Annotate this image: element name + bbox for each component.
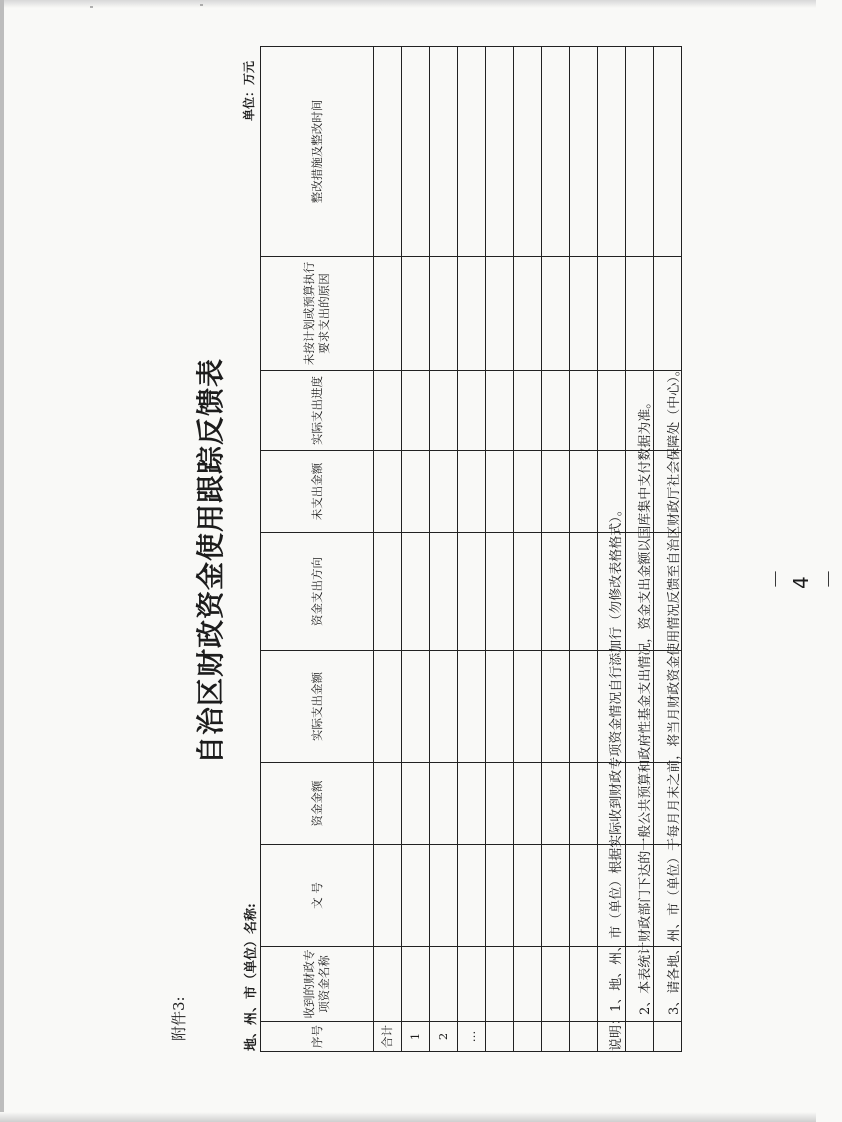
table-cell (514, 763, 542, 845)
table-cell (514, 533, 542, 651)
note-line-1: 说明：1、地、州、市（单位）根据实际收到财政专项资金情况自行添加行（勿修改表格格式）。 (609, 503, 624, 1051)
table-cell (570, 947, 598, 1022)
table-cell (514, 845, 542, 947)
note-line-3: 3、请各地、州、市（单位）于每月月末之前，将当月财政资金使用情况反馈至自治区财政厅社会保障处（中心）。 (667, 363, 682, 1015)
region-name-label: 地、州、市（单位）名称: (244, 903, 259, 1051)
table-cell (374, 947, 402, 1022)
table-cell (514, 947, 542, 1022)
table-cell (374, 47, 402, 257)
table-cell (514, 47, 542, 257)
scan-dust (200, 4, 203, 6)
unit-label: 单位：万元 (242, 61, 256, 122)
table-cell (402, 845, 430, 947)
table-cell (430, 371, 458, 451)
table-cell (626, 47, 654, 257)
table-cell (430, 533, 458, 651)
table-cell (430, 947, 458, 1022)
table-cell (458, 371, 486, 451)
table-cell (570, 47, 598, 257)
table-cell (570, 845, 598, 947)
table-cell (542, 533, 570, 651)
table-row (570, 47, 598, 1052)
table-cell (486, 371, 514, 451)
table-cell (430, 651, 458, 763)
table-cell (458, 257, 486, 371)
row-seq-cell: 合计 (374, 1022, 402, 1052)
table-cell (430, 763, 458, 845)
table-row (402, 47, 430, 1052)
table-cell (374, 371, 402, 451)
table-row (542, 47, 570, 1052)
table-cell (570, 257, 598, 371)
header-doc-number: 文 号 (261, 845, 374, 947)
table-cell (402, 451, 430, 533)
table-cell (486, 845, 514, 947)
table-cell (486, 763, 514, 845)
table-cell (570, 651, 598, 763)
table-cell (542, 947, 570, 1022)
table-cell (374, 533, 402, 651)
table-cell (430, 451, 458, 533)
table-cell (486, 533, 514, 651)
table-row (430, 47, 458, 1052)
table-cell (458, 451, 486, 533)
table-cell (402, 763, 430, 845)
table-cell (374, 763, 402, 845)
row-seq-cell (514, 1022, 542, 1052)
table-cell (654, 47, 682, 257)
table-cell (542, 371, 570, 451)
table-cell (458, 47, 486, 257)
table-cell (486, 651, 514, 763)
table-cell (514, 451, 542, 533)
page-number: － 4 － (764, 563, 841, 589)
table-cell (542, 763, 570, 845)
row-seq-cell: 2 (430, 1022, 458, 1052)
header-unspent: 未支出金额 (261, 451, 374, 533)
table-cell (654, 257, 682, 371)
table-cell (486, 451, 514, 533)
table-cell (458, 763, 486, 845)
table-cell (570, 763, 598, 845)
table-cell (626, 257, 654, 371)
table-cell (486, 257, 514, 371)
table-cell (570, 371, 598, 451)
scan-edge-bottom (0, 1112, 816, 1122)
scan-edge-top (0, 0, 816, 8)
table-cell (542, 47, 570, 257)
header-fund-amount: 资金金额 (261, 763, 374, 845)
table-cell (402, 533, 430, 651)
table-row (458, 47, 486, 1052)
table-cell (486, 47, 514, 257)
table-cell (542, 257, 570, 371)
table-cell (598, 257, 626, 371)
table-cell (374, 845, 402, 947)
header-fund-name: 收到的财政专项资金名称 (261, 947, 374, 1022)
table-cell (374, 257, 402, 371)
table-cell (430, 47, 458, 257)
table-cell (542, 845, 570, 947)
row-seq-cell: … (458, 1022, 486, 1052)
table-cell (514, 651, 542, 763)
table-cell (430, 257, 458, 371)
table-cell (486, 947, 514, 1022)
table-cell (402, 257, 430, 371)
table-cell (402, 651, 430, 763)
table-header-row (261, 47, 374, 1052)
header-seq: 序号 (261, 1022, 374, 1052)
attachment-label: 附件3: (170, 996, 188, 1041)
scan-dust (90, 6, 93, 8)
table-row (514, 47, 542, 1052)
row-seq-cell (486, 1022, 514, 1052)
table-row (486, 47, 514, 1052)
table-cell (402, 47, 430, 257)
table-cell (598, 47, 626, 257)
row-seq-cell (570, 1022, 598, 1052)
table-cell (458, 533, 486, 651)
notes (602, 363, 689, 1051)
scan-edge-left (0, 0, 4, 1122)
row-seq-cell: 1 (402, 1022, 430, 1052)
header-progress: 实际支出进度 (261, 371, 374, 451)
header-reason: 未按计划或预算执行要求支出的原因 (261, 257, 374, 371)
table-cell (458, 947, 486, 1022)
table-row (374, 47, 402, 1052)
note-line-2: 2、本表统计财政部门下达的一般公共预算和政府性基金支出情况，资金支出金额以国库集中支付数据为准。 (638, 395, 653, 1015)
table-cell (458, 651, 486, 763)
table-cell (374, 651, 402, 763)
document-title: 自治区财政资金使用跟踪反馈表 (194, 358, 227, 765)
landscape-page (148, 41, 682, 1081)
table-cell (514, 371, 542, 451)
table-cell (402, 371, 430, 451)
header-actual-spend: 实际支出金额 (261, 651, 374, 763)
header-spend-direction: 资金支出方向 (261, 533, 374, 651)
table-cell (458, 845, 486, 947)
table-cell (570, 451, 598, 533)
table-cell (542, 651, 570, 763)
table-cell (514, 257, 542, 371)
table-cell (570, 533, 598, 651)
header-rectification: 整改措施及整改时间 (261, 47, 374, 257)
table-cell (542, 451, 570, 533)
table-cell (402, 947, 430, 1022)
row-seq-cell (542, 1022, 570, 1052)
table-cell (374, 451, 402, 533)
table-cell (430, 845, 458, 947)
